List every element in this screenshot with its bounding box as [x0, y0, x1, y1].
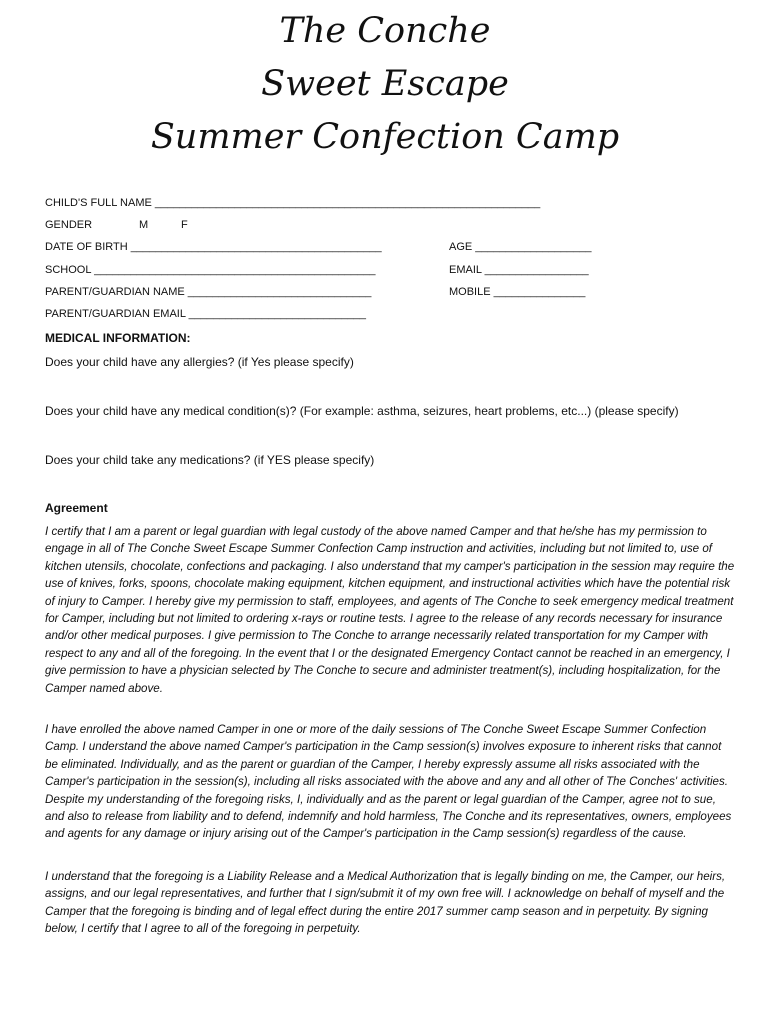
agreement-heading: Agreement: [45, 501, 108, 515]
title-line-3: Summer Confection Camp: [150, 117, 620, 157]
agreement-paragraph-1: I certify that I am a parent or legal guardian with legal custody of the above named Camper and that he/she has my permission to engage in all of The Conche Sweet Escape Summer Confection Camp instruction and activities, including but not limited to, use of kitchen utensils, chocolate, confections and packaging. I also understand that my camper's participation in the session may require the use of knives, forks, spoons, chocolate making equipment, kitchen equipment, and instructional activities which have the potential risk of injury to Camper. I hereby give my permission to staff, employees, and agents of The Conche to seek emergency medical treatment for Camper, including but not limited to ordering x-rays or routine tests. I agree to the release of any records necessary for insurance and/or other medical purposes. I give permission to The Conche to arrange necessarily related transportation for my Camper with respect to any and all of the foregoing. In the event that I or the designated Emergency Contact cannot be reached in an emergency, I give permission to have a physician selected by The Conche to secure and administer treatment(s), including hospitalization, for the Camper named above.: [45, 525, 735, 695]
allergies-question: Does your child have any allergies? (if Yes please specify): [45, 355, 354, 369]
title-line-1: The Conche: [279, 11, 491, 51]
age-field[interactable]: AGE ___________________: [449, 241, 592, 253]
date-of-birth-field[interactable]: DATE OF BIRTH _________________________________________: [45, 241, 382, 253]
agreement-paragraph-3: I understand that the foregoing is a Liability Release and a Medical Authorization that is legally binding on me, the Camper, our heirs, assigns, and our legal representatives, and further that I sign/submit it of my own free will. I acknowledge on behalf of myself and the Camper that the foregoing is binding and of legal effect during the entire 2017 summer camp season and in perpetuity. By signing below, I certify that I agree to all of the foregoing in perpetuity.: [45, 870, 726, 936]
school-field[interactable]: SCHOOL ______________________________________________: [45, 264, 376, 276]
gender-option-m[interactable]: M: [139, 219, 149, 231]
email-field[interactable]: EMAIL _________________: [449, 264, 589, 276]
medical-heading: MEDICAL INFORMATION:: [45, 331, 191, 345]
medical-condition-question: Does your child have any medical condition(s)? (For example: asthma, seizures, heart problems, etc...) (please specify): [45, 404, 679, 418]
child-name-field[interactable]: CHILD'S FULL NAME _______________________________________________________________: [45, 197, 541, 209]
title-line-2: Sweet Escape: [261, 64, 509, 104]
parent-email-field[interactable]: PARENT/GUARDIAN EMAIL _____________________________: [45, 308, 367, 320]
gender-option-f[interactable]: F: [181, 219, 188, 231]
parent-name-field[interactable]: PARENT/GUARDIAN NAME ______________________________: [45, 286, 372, 298]
medications-question: Does your child take any medications? (if YES please specify): [45, 453, 375, 467]
mobile-field[interactable]: MOBILE _______________: [449, 286, 586, 298]
gender-label: GENDER: [45, 219, 93, 231]
agreement-paragraph-2: I have enrolled the above named Camper in one or more of the daily sessions of The Conche Sweet Escape Summer Confection Camp. I understand the above named Camper's participation in the Camp session(s) involves exposure to inherent risks that cannot be eliminated. Individually, and as the parent or guardian of the Camper, I hereby expressly assume all risks associated with the Camper's participation in the session(s), including all risks associated with the above and any and all other of The Conches' activities. Despite my understanding of the foregoing risks, I, individually and as the parent or legal guardian of the Camper, agree not to sue, and also to release from liability and to defend, indemnify and hold harmless, The Conche and its representatives, owners, employees and agents for any damage or injury arising out of the Camper's participation in the Camp session(s) regardless of the cause.: [45, 723, 732, 841]
